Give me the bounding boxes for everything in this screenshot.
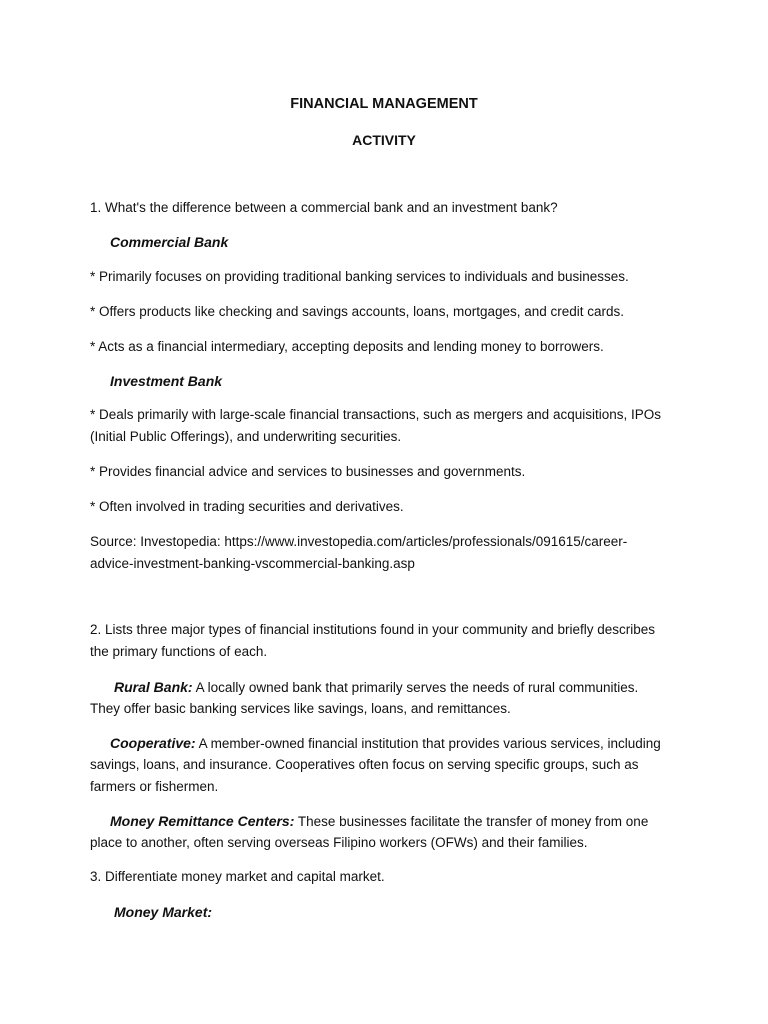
rural-bank-line-1 xyxy=(114,676,638,699)
commercial-point-3: * Acts as a financial intermediary, accepting deposits and lending money to borrowers. xyxy=(90,339,604,354)
rural-bank-description: A locally owned bank that primarily serves the needs of rural communities. xyxy=(192,680,639,695)
investment-bank-heading: Investment Bank xyxy=(110,373,223,389)
investment-point-3: * Often involved in trading securities and derivatives. xyxy=(90,499,404,514)
rural-bank-line-2: They offer basic banking services like savings, loans, and remittances. xyxy=(90,701,511,716)
question-3: 3. Differentiate money market and capital market. xyxy=(90,869,385,884)
cooperative-description: A member-owned financial institution that provides various services, including xyxy=(195,736,661,751)
cooperative-line-1 xyxy=(110,732,661,755)
cooperative-line-2: savings, loans, and insurance. Cooperatives often focus on serving specific groups, such as xyxy=(90,757,639,772)
remittance-description: These businesses facilitate the transfer of money from one xyxy=(294,814,649,829)
cooperative-term: Cooperative: xyxy=(110,735,196,751)
source-line-2: advice-investment-banking-vscommercial-banking.asp xyxy=(90,556,415,571)
commercial-point-1: * Primarily focuses on providing traditional banking services to individuals and businesses. xyxy=(90,269,629,284)
investment-point-1-line-2: (Initial Public Offerings), and underwriting securities. xyxy=(90,429,402,444)
investment-point-1-line-1: * Deals primarily with large-scale financial transactions, such as mergers and acquisitions, IPOs xyxy=(90,407,661,422)
remittance-line-1 xyxy=(110,810,648,833)
question-1: 1. What's the difference between a commercial bank and an investment bank? xyxy=(90,200,558,215)
source-line-1: Source: Investopedia: https://www.investopedia.com/articles/professionals/091615/career- xyxy=(90,534,628,549)
money-market-heading: Money Market: xyxy=(114,904,213,920)
commercial-bank-heading: Commercial Bank xyxy=(110,234,229,250)
document-title: FINANCIAL MANAGEMENT xyxy=(290,96,478,112)
investment-point-2: * Provides financial advice and services to businesses and governments. xyxy=(90,464,526,479)
rural-bank-term: Rural Bank: xyxy=(114,679,193,695)
question-2-line-1: 2. Lists three major types of financial institutions found in your community and briefly describes xyxy=(90,622,656,637)
remittance-term: Money Remittance Centers: xyxy=(110,813,295,829)
document-subtitle: ACTIVITY xyxy=(352,132,416,148)
cooperative-line-3: farmers or fishermen. xyxy=(90,779,219,794)
commercial-point-2: * Offers products like checking and savings accounts, loans, mortgages, and credit cards. xyxy=(90,304,625,319)
remittance-line-2: place to another, often serving overseas Filipino workers (OFWs) and their families. xyxy=(90,835,588,850)
question-2-line-2: the primary functions of each. xyxy=(90,644,268,659)
